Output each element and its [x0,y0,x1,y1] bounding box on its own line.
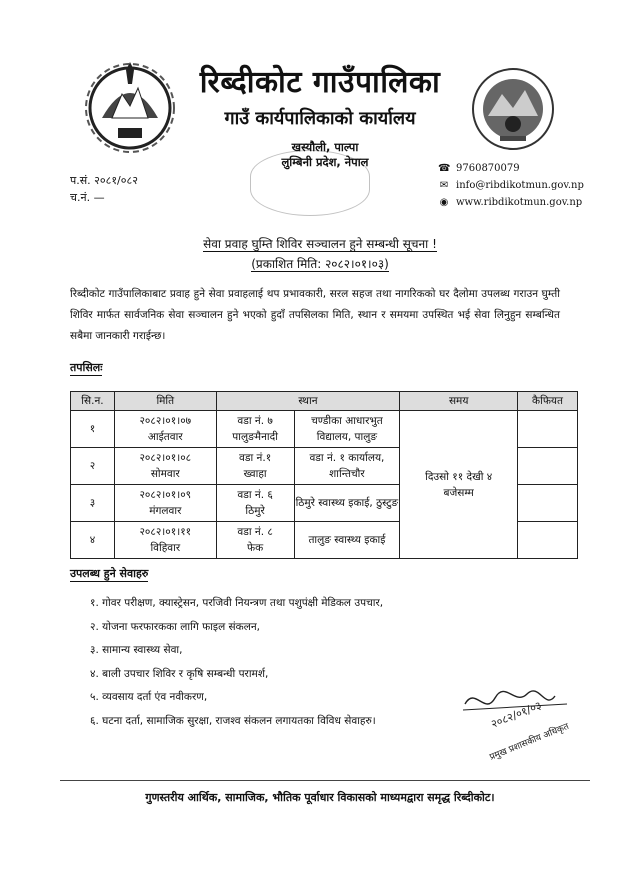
website-link[interactable]: www.ribdikotmun.gov.np [456,197,583,208]
details-label: तपसिलः [70,361,103,374]
remarks-cell [518,485,578,522]
venue-cell: वडा नं. १ कार्यालय, शान्तिचौर [294,448,400,485]
ward: वडा नं. ७ [237,415,273,427]
date-cell [114,411,216,448]
notice-body: रिब्दीकोट गाउँपालिकाबाट प्रवाह हुने सेवा प्रवाहलाई थप प्रभावकारी, सरल सहज तथा नागरिकको घर दैलोमा उपलब्ध गराउन घुम्ती शिविर मार्फत सार्वजनिक सेवा सञ्चालन हुने भएकाे हुदाँ तपसिलका मिति, स्थान र समयमा उपस्थित भई सेवा लिनुहुन सम्बन्धित सबैमा जानकारी गराईन्छ। [70,288,560,342]
day: मंगलवार [149,505,182,517]
col-sn: सि.न. [71,392,115,411]
date: २०८२।०१।०७ [139,415,192,427]
ward: वडा नं. ६ [237,489,273,501]
services-list [90,592,383,734]
venue-cell: ठिमुरे स्वास्थ्य इकाई, ठुस्टुङ [294,485,400,522]
notice-heading [120,234,520,274]
services-heading: उपलब्ध हुने सेवाहरु [70,567,149,580]
sn-cell: १ [71,411,115,448]
list-item: १. गोवर परीक्षण, क्यास्ट्रेसन, परजिवी नियन्त्रण तथा पशुपंक्षी मेडिकल उपचार, [90,597,384,609]
ward-place: ख्वाहा [243,468,267,480]
footer-slogan: गुणस्तरीय आर्थिक, सामाजिक, भौतिक पूर्वाधार विकासको माध्यमद्वारा समृद्ध रिब्दीकोट। [145,791,495,804]
ward-place: पालुङमैनादी [232,431,278,443]
address-line-1: खस्यौली, पाल्पा [291,140,359,154]
ward-cell [216,485,294,522]
phone-row [438,160,584,177]
date: २०८२।०१।०९ [139,489,192,501]
list-item: ४. बाली उपचार शिविर र कृषि सम्बन्धी परामर्श, [90,667,269,680]
email-row [438,177,584,194]
day: सोमवार [150,468,180,480]
day: विहिवार [150,542,181,554]
date-cell [114,485,216,522]
municipality-title: रिब्दीकोट गाउँपालिका [199,65,441,100]
sn-cell: ३ [71,485,115,522]
ward-cell [216,411,294,448]
nepal-emblem-logo [82,58,178,154]
col-date: मिति [114,392,216,411]
date-cell [114,522,216,559]
remarks-cell [518,448,578,485]
website-row [438,194,584,211]
table-row [71,411,578,448]
sn-cell: २ [71,448,115,485]
table-header-row [71,392,578,411]
venue-cell: तालुङ स्वास्थ्य इकाई [294,522,400,559]
list-item: ६. घटना दर्ता, सामाजिक सुरक्षा, राजश्व संकलन लगायतका विविध सेवाहरु। [90,714,376,727]
date: २०८२।०१।११ [139,526,192,538]
footer-divider [60,780,590,781]
email-address[interactable]: info@ribdikotmun.gov.np [456,180,584,191]
address-line-2: लुम्बिनी प्रदेश, नेपाल [281,155,369,169]
venue-cell: चण्डीका आधारभुत विद्यालय, पालुङ [294,411,400,448]
signature-date: २०८२/०१/०३ [489,698,544,731]
sn-cell: ४ [71,522,115,559]
time-cell: दिउसो ११ देखी ४ बजेसम्म [400,411,518,559]
list-item: २. योजना फरफारकका लागि फाइल संकलन, [90,620,260,633]
contact-info [438,160,584,211]
remarks-cell [518,522,578,559]
ward-cell [216,522,294,559]
chalani-number: च.नं. — [70,191,105,204]
phone-icon: ☎ [438,162,451,174]
col-time: समय [400,392,518,411]
email-icon: ✉ [439,179,449,191]
handwritten-signature [455,676,595,766]
municipality-logo [470,64,556,154]
ward-place: ठिमुरे [245,505,265,517]
reference-numbers [70,172,138,206]
list-item: ३. सामान्य स्वास्थ्य सेवा, [90,644,183,657]
ward-place: फेक [247,542,264,554]
schedule-table [70,391,578,559]
remarks-cell [518,411,578,448]
signature-designation: प्रमुख प्रशासकीय अधिकृत [488,721,571,763]
office-address [240,140,410,170]
date: २०८२।०१।०८ [139,452,192,464]
col-remarks: कैफियत [518,392,578,411]
notice-title: सेवा प्रवाह घुम्ति शिविर सञ्चालन हुने सम्बन्धी सूचना ! [203,237,437,251]
phone-number: 9760870079 [456,163,520,174]
day: आईतवार [147,431,183,443]
globe-icon: ◉ [439,196,449,208]
office-subtitle: गाउँ कार्यपालिकाको कार्यालय [224,108,416,129]
ward: वडा नं.१ [239,452,272,464]
ward: वडा नं. ८ [237,526,273,538]
col-place: स्थान [216,392,400,411]
patra-sankhya: प.सं. २०८१/०८२ [70,174,138,187]
date-cell [114,448,216,485]
published-date: (प्रकाशित मिति: २०८२।०१।०३) [251,257,389,271]
ward-cell [216,448,294,485]
list-item: ५. व्यवसाय दर्ता एंव नवीकरण, [90,691,208,704]
